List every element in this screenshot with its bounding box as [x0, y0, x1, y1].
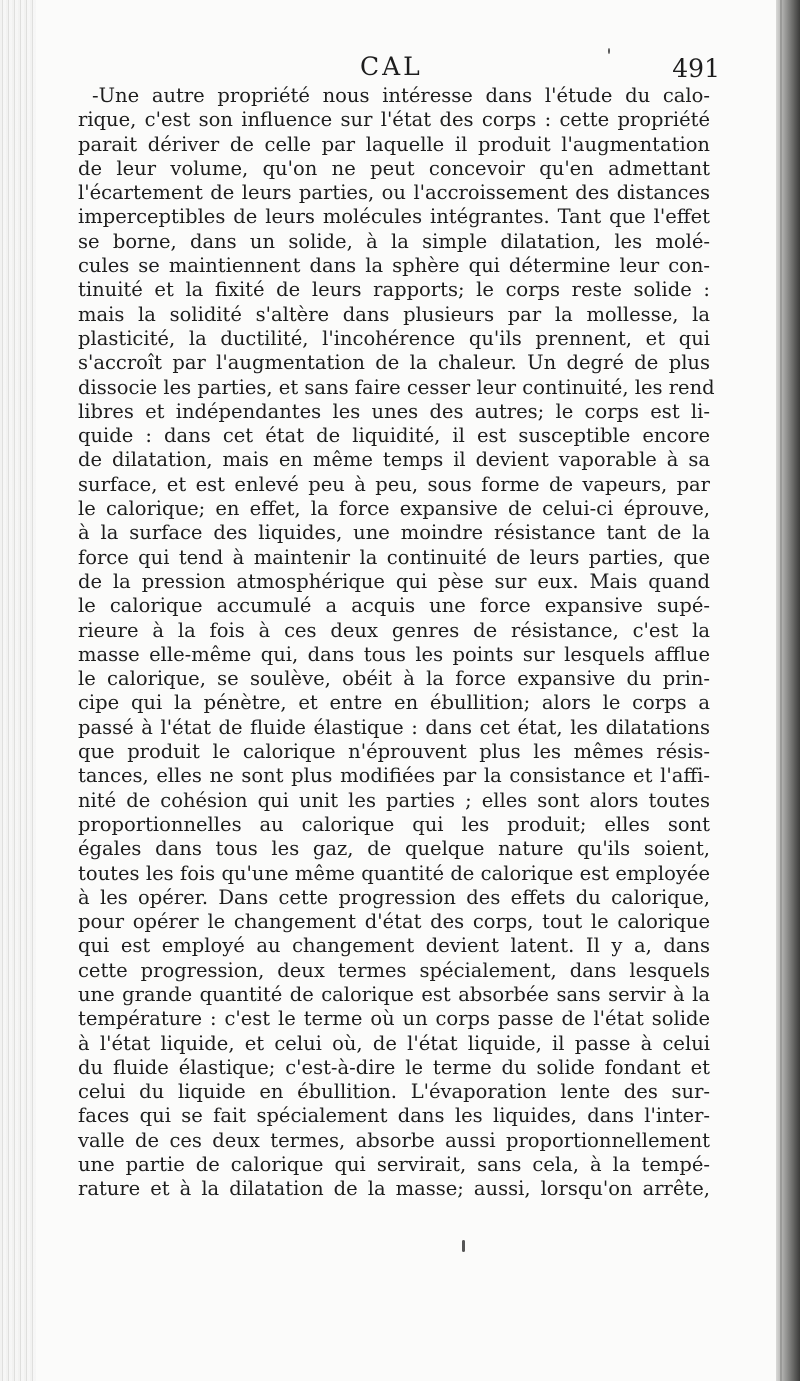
ink-speck — [608, 48, 610, 54]
text-line: de leur volume, qu'on ne peut concevoir qu'en admettant — [78, 156, 710, 180]
text-line: plasticité, la ductilité, l'incohérence qu'ils prennent, et qui — [78, 326, 710, 350]
gutter-shadow-line — [780, 0, 782, 1381]
text-line: nité de cohésion qui unit les parties ; elles sont alors toutes — [78, 788, 710, 812]
text-line: du fluide élastique; c'est-à-dire le terme du solide fondant et — [78, 1055, 710, 1079]
text-line: le calorique accumulé a acquis une force expansive supé- — [78, 594, 710, 618]
text-line: à l'état liquide, et celui où, de l'état liquide, il passe à celui — [78, 1031, 710, 1055]
text-line: valle de ces deux termes, absorbe aussi proportionnellement — [78, 1128, 710, 1152]
text-line: le calorique; en effet, la force expansive de celui-ci éprouve, — [78, 497, 710, 521]
text-line: rature et à la dilatation de la masse; aussi, lorsqu'on arrête, — [78, 1177, 710, 1201]
text-line: s'accroît par l'augmentation de la chaleur. Un degré de plus — [78, 351, 710, 375]
text-line: toutes les fois qu'une même quantité de calorique est employée — [78, 861, 710, 885]
text-line: celui du liquide en ébullition. L'évaporation lente des sur- — [78, 1080, 710, 1104]
page-number: 491 — [672, 54, 720, 83]
text-line: -Une autre propriété nous intéresse dans l'étude du calo- — [92, 84, 710, 107]
text-line: faces qui se fait spécialement dans les liquides, dans l'inter- — [78, 1104, 710, 1128]
text-line: libres et indépendantes les unes des autres; le corps est li- — [78, 399, 710, 423]
page-header — [60, 52, 720, 88]
text-line: cipe qui la pénètre, et entre en ébullition; alors le corps a — [78, 691, 710, 715]
text-line: tances, elles ne sont plus modifiées par la consistance et l'affi- — [78, 764, 710, 788]
text-line: rique, c'est son influence sur l'état des corps : cette propriété — [78, 108, 710, 132]
text-line: à les opérer. Dans cette progression des effets du calorique, — [78, 885, 710, 909]
text-line: température : c'est le terme où un corps passe de l'état solide — [78, 1007, 710, 1031]
text-line: que produit le calorique n'éprouvent plus les mêmes résis- — [78, 740, 710, 764]
text-line: parait dériver de celle par laquelle il produit l'augmentation — [78, 132, 710, 156]
stacked-page-edges — [0, 0, 36, 1381]
text-line: pour opérer le changement d'état des corps, tout le calorique — [78, 910, 710, 934]
text-line: rieure à la fois à ces deux genres de résistance, c'est la — [78, 618, 710, 642]
text-line: de dilatation, mais en même temps il devient vaporable à sa — [78, 448, 710, 472]
text-line: qui est employé au changement devient latent. Il y a, dans — [78, 934, 710, 958]
text-line: le calorique, se soulève, obéit à la force expansive du prin- — [78, 667, 710, 691]
text-line: surface, et est enlevé peu à peu, sous forme de vapeurs, par — [78, 472, 710, 496]
text-line: proportionnelles au calorique qui les produit; elles sont — [78, 812, 710, 836]
text-line: l'écartement de leurs parties, ou l'accroissement des distances — [78, 181, 710, 205]
text-line: imperceptibles de leurs molécules intégrantes. Tant que l'effet — [78, 205, 710, 229]
body-text — [78, 84, 715, 1202]
text-line: quide : dans cet état de liquidité, il est susceptible encore — [78, 424, 710, 448]
text-line: mais la solidité s'altère dans plusieurs par la mollesse, la — [78, 302, 710, 326]
text-line: masse elle-même qui, dans tous les points sur lesquels afflue — [78, 642, 710, 666]
text-line: passé à l'état de fluide élastique : dans cet état, les dilatations — [78, 715, 710, 739]
ink-speck — [462, 1240, 465, 1252]
text-line: de la pression atmosphérique qui pèse sur eux. Mais quand — [78, 569, 710, 593]
text-line: se borne, dans un solide, à la simple dilatation, les molé- — [78, 229, 710, 253]
running-head: CAL — [360, 52, 423, 81]
text-line: force qui tend à maintenir la continuité de leurs parties, que — [78, 545, 710, 569]
text-line: cette progression, deux termes spécialement, dans lesquels — [78, 958, 710, 982]
text-line: tinuité et la fixité de leurs rapports; le corps reste solide : — [78, 278, 710, 302]
text-line: une partie de calorique qui servirait, sans cela, à la tempé- — [78, 1153, 710, 1177]
text-line: une grande quantité de calorique est absorbée sans servir à la — [78, 982, 710, 1006]
text-line: égales dans tous les gaz, de quelque nature qu'ils soient, — [78, 837, 710, 861]
text-line: dissocie les parties, et sans faire cesser leur continuité, les rend — [78, 375, 715, 399]
text-line: à la surface des liquides, une moindre résistance tant de la — [78, 521, 710, 545]
text-line: cules se maintiennent dans la sphère qui détermine leur con- — [78, 254, 710, 278]
